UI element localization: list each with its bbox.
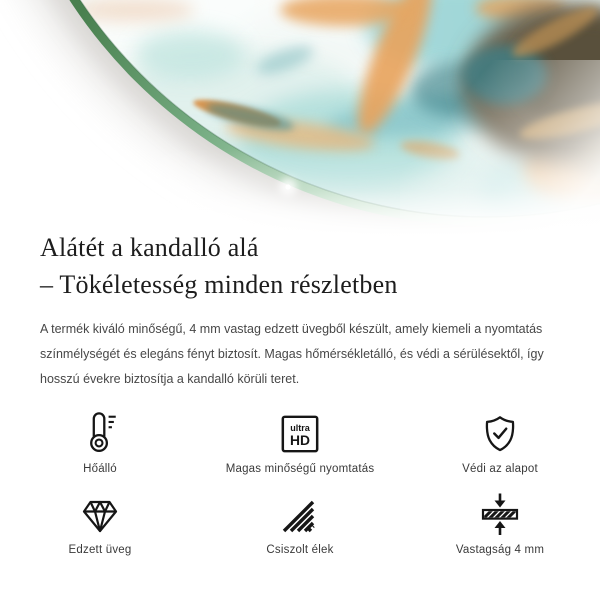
feature-label: Magas minőségű nyomtatás (225, 463, 375, 475)
page-title (40, 229, 600, 303)
feature-protects-base (400, 409, 600, 475)
feature-label: Vastagság 4 mm (455, 544, 545, 556)
ultra-hd-text-bottom: HD (290, 431, 310, 448)
ultra-hd-icon (279, 409, 321, 455)
feature-label: Hőálló (83, 463, 117, 475)
glass-disc-illustration (0, 0, 600, 245)
feature-polished-edges (200, 490, 400, 556)
title-line-2: – Tökéletesség minden részletben (40, 270, 398, 299)
feature-hd-print (200, 409, 400, 475)
feature-label: Védi az alapot (462, 463, 538, 475)
product-description: A termék kiváló minőségű, 4 mm vastag edzett üvegből készült, amely kiemeli a nyomtatás színmélységét és elegáns fényt biztosít. Magas hőmérsékletálló, és védi a sérülésektől, így hosszú évekre biztosítja a kandalló körüli teret. (40, 322, 544, 386)
feature-thickness (400, 490, 600, 556)
feature-label: Csiszolt élek (266, 544, 334, 556)
thermometer-icon (79, 409, 121, 455)
shield-check-icon (479, 409, 521, 455)
feature-label: Edzett üveg (68, 544, 132, 556)
ultra-hd-text-top: ultra (290, 423, 310, 434)
diamond-icon (78, 490, 122, 536)
product-image (0, 0, 600, 245)
feature-tempered-glass (0, 490, 200, 556)
product-copy (0, 229, 600, 556)
title-line-1: Alátét a kandalló alá (40, 233, 259, 262)
thickness-icon (478, 490, 522, 536)
polished-edge-icon (278, 490, 322, 536)
feature-heat-resistant (0, 409, 200, 475)
features-grid (0, 409, 600, 556)
